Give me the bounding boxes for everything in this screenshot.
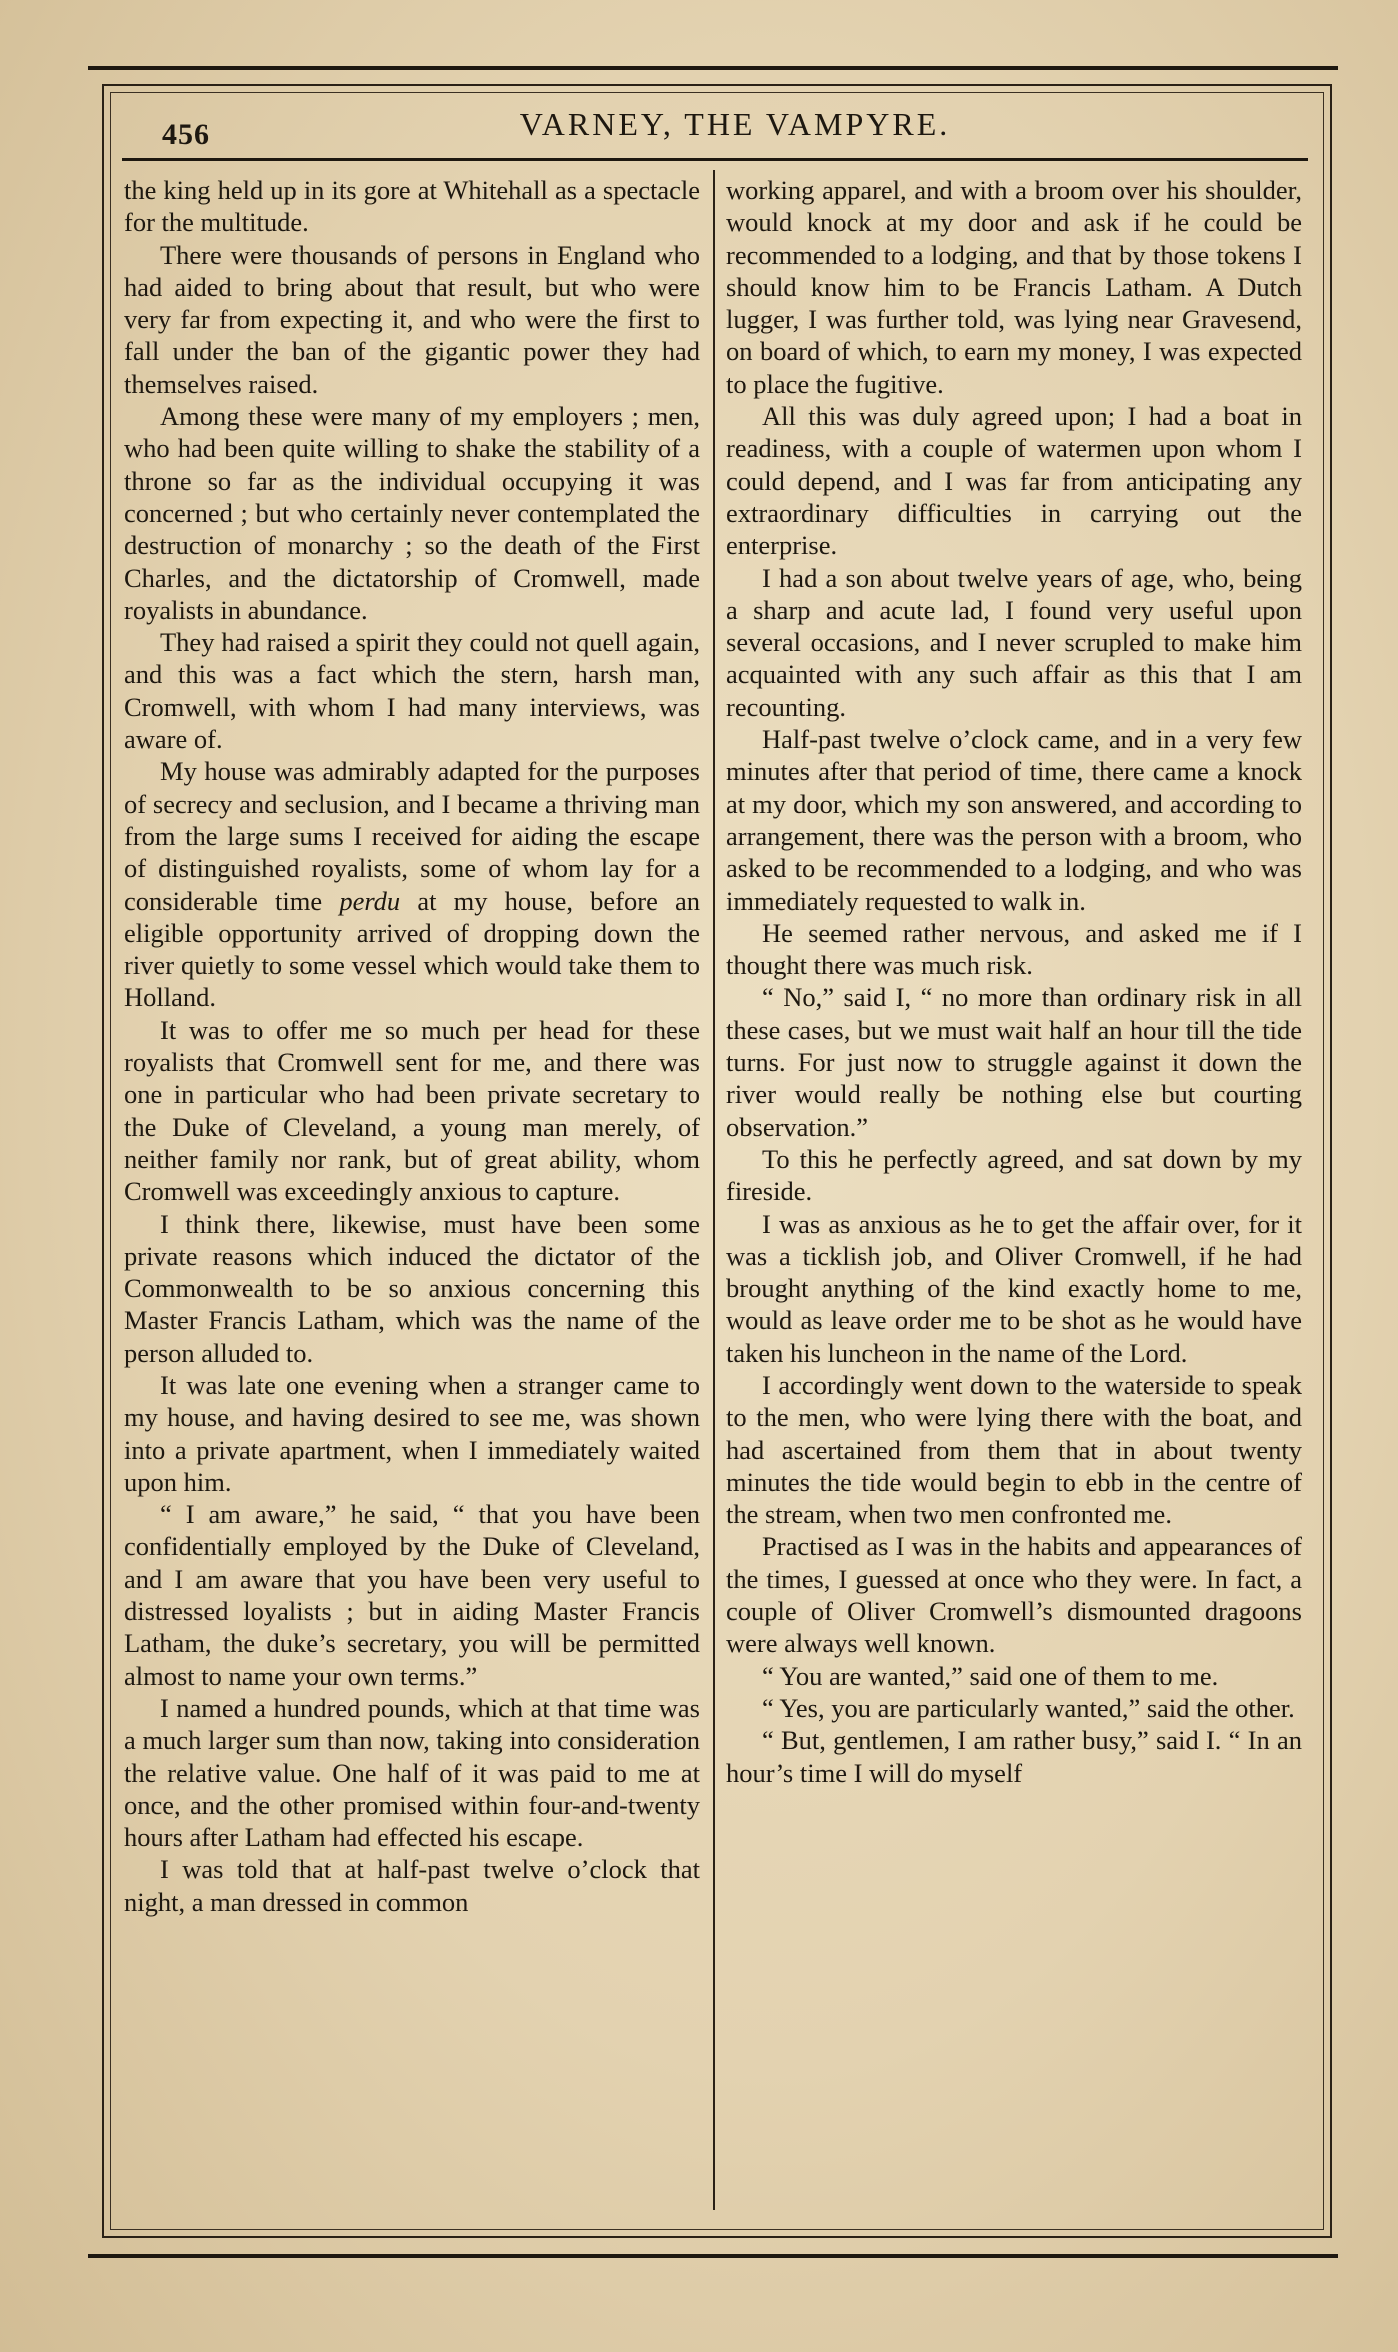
paragraph: “ You are wanted,” said one of them to me. bbox=[762, 1660, 1219, 1691]
paragraph: I named a hundred pounds, which at that time was a much larger sum than now, taking into consideration the relative value. One half of it was paid to me at once, and the other promised within four-and-twenty hours after Latham had effected his escape. bbox=[124, 1692, 700, 1853]
paragraph: “ But, gentlemen, I am rather busy,” said I. “ In an hour’s time I will do myself bbox=[726, 1725, 1302, 1788]
paragraph: All this was duly agreed upon; I had a boat in readiness, with a couple of watermen upon whom I could depend, and I was far from anticipating any extraordinary difficulties in carrying out the enterprise. bbox=[726, 401, 1302, 561]
paragraph: “ No,” said I, “ no more than ordinary risk in all these cases, but we must wait half an hour till the tide turns. For just now to struggle against it down the river would really be nothing else but courting observation.” bbox=[726, 982, 1302, 1142]
paragraph: “ Yes, you are particularly wanted,” said the other. bbox=[762, 1692, 1295, 1723]
running-title: VARNEY, THE VAMPYRE. bbox=[519, 106, 951, 142]
paragraph: working apparel, and with a broom over his shoulder, would knock at my door and ask if he could be recommended to a lodging, and that by those tokens I should know him to be Francis Latham. A Dutch lugger, I was further told, was lying near Gravesend, on board of which, to earn my money, I was expected to place the fugitive. bbox=[726, 175, 1302, 399]
paragraph: I was told that at half-past twelve o’clock that night, a man dressed in common bbox=[124, 1854, 700, 1917]
paragraph: I accordingly went down to the waterside to speak to the men, who were lying there with the boat, and had ascertained from them that in about twenty minutes the tide would begin to ebb in the centre of the stream, when two men confronted me. bbox=[726, 1369, 1302, 1530]
right-column bbox=[726, 174, 1302, 2204]
paragraph: It was to offer me so much per head for these royalists that Cromwell sent for me, and there was one in particular who had been private secretary to the Duke of Cleveland, a young man merely, of neither family nor rank, but of great ability, whom Cromwell was exceedingly anxious to capture. bbox=[124, 1014, 700, 1207]
paragraph: “ I am aware,” he said, “ that you have been confidentially employed by the Duke of Cleveland, and I am aware that you have been very useful to distressed loyalists ; but in aiding Master Francis Latham, the duke’s secretary, you will be permitted almost to name your own terms.” bbox=[124, 1499, 700, 1691]
paragraph-text: My house was admirably adapted for the purposes of secrecy and seclusion, and I became a thriving man from the large sums I received for aiding the escape of distinguished royalists, some of whom lay for a considerable time bbox=[124, 756, 700, 916]
paragraph: I think there, likewise, must have been some private reasons which induced the dictator of the Commonwealth to be so anxious concerning this Master Francis Latham, which was the name of the person alluded to. bbox=[124, 1208, 700, 1368]
italic-word: perdu bbox=[339, 885, 401, 916]
column-divider bbox=[713, 170, 715, 2210]
page-number: 456 bbox=[162, 118, 210, 151]
paragraph-text: at my house, before an eligible opportunity arrived of dropping down the river quietly to some vessel which would take them to Holland. bbox=[124, 885, 700, 1013]
paragraph: the king held up in its gore at Whitehall as a spectacle for the multitude. bbox=[124, 175, 700, 238]
left-column bbox=[124, 174, 700, 2204]
paragraph: They had raised a spirit they could not quell again, and this was a fact which the stern, harsh man, Cromwell, with whom I had many interviews, was aware of. bbox=[124, 627, 700, 755]
paragraph: Practised as I was in the habits and appearances of the times, I guessed at once who they were. In fact, a couple of Oliver Cromwell’s dismounted dragoons were always well known. bbox=[726, 1531, 1302, 1659]
paragraph: To this he perfectly agreed, and sat down by my fireside. bbox=[726, 1143, 1302, 1207]
paragraph: Half-past twelve o’clock came, and in a very few minutes after that period of time, there came a knock at my door, which my son answered, and according to arrangement, there was the person with a broom, who asked to be recommended to a lodging, and who was immediately requested to walk in. bbox=[726, 724, 1302, 916]
paragraph: I had a son about twelve years of age, who, being a sharp and acute lad, I found very useful upon several occasions, and I never scrupled to make him acquainted with any such affair as this that I am recounting. bbox=[726, 562, 1302, 722]
paragraph: There were thousands of persons in England who had aided to bring about that result, but who were very far from expecting it, and who were the first to fall under the ban of the gigantic power they had themselves raised. bbox=[124, 239, 700, 399]
paragraph: Among these were many of my employers ; men, who had been quite willing to shake the stability of a throne so far as the individual occupying it was concerned ; but who certainly never contemplated the destruction of monarchy ; so the death of the First Charles, and the dictatorship of Cromwell, made royalists in abundance. bbox=[124, 401, 700, 625]
paragraph: It was late one evening when a stranger came to my house, and having desired to see me, was shown into a private apartment, when I immediately waited upon him. bbox=[124, 1369, 700, 1497]
page-header bbox=[122, 100, 1308, 161]
paragraph: I was as anxious as he to get the affair over, for it was a ticklish job, and Oliver Cromwell, if he had brought anything of the kind exactly home to me, would as leave order me to be shot as he would have taken his luncheon in the name of the Lord. bbox=[726, 1208, 1302, 1368]
paragraph: He seemed rather nervous, and asked me if I thought there was much risk. bbox=[726, 917, 1302, 981]
paragraph bbox=[124, 755, 700, 1013]
